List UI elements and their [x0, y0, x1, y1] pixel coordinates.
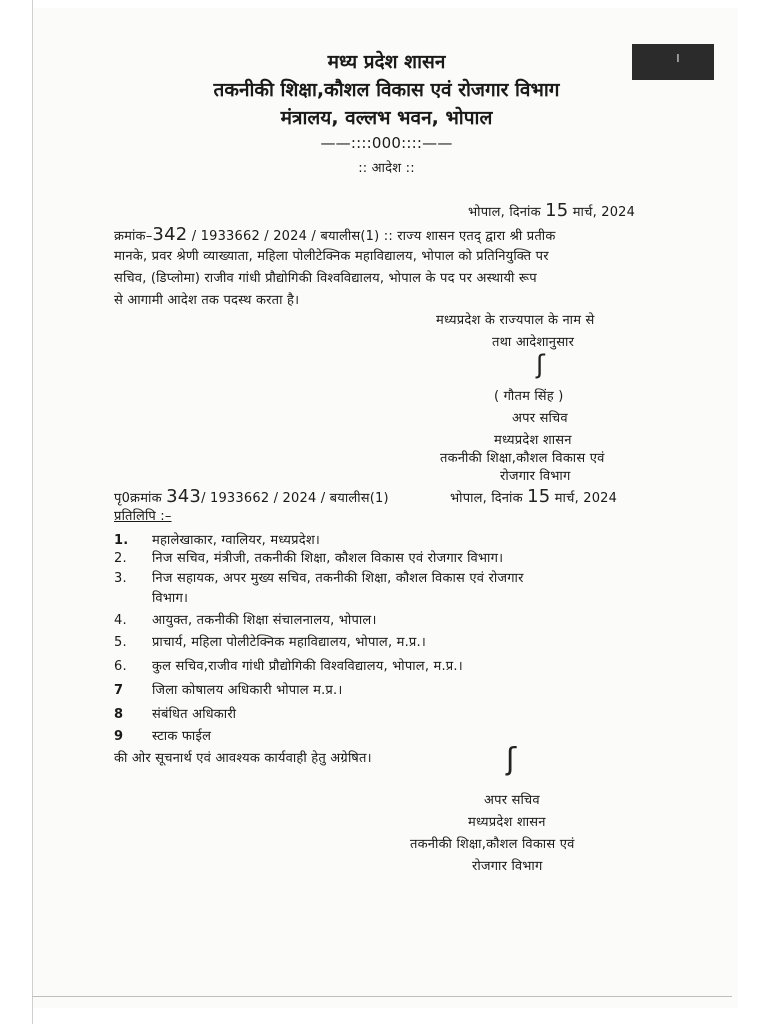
copy-list-item [114, 680, 342, 698]
signatory-dept-line2: रोजगार विभाग [500, 469, 571, 484]
header-line1: मध्य प्रदेश शासन [327, 51, 446, 73]
order-date-prefix: भोपाल, दिनांक [468, 205, 541, 220]
copy-list-item [114, 568, 524, 586]
copy-item-text: विभाग। [152, 591, 189, 606]
order-number-line [114, 224, 556, 245]
copy-item-number: 4. [114, 613, 127, 628]
copy-label: प्रतिलिपि :– [114, 509, 172, 524]
page-edge-left [32, 0, 33, 1024]
signatory2-designation: अपर सचिव [484, 793, 540, 808]
copy-item-number: 7 [114, 683, 124, 698]
copy-item-text: प्राचार्य, महिला पोलीटेक्निक महाविद्यालय, भोपाल, म.प्र.। [152, 635, 426, 650]
copy-item-number: 6. [114, 659, 127, 674]
copy-date-suffix: मार्च, 2024 [554, 491, 618, 506]
copy-item-number: 9 [114, 729, 124, 744]
copy-list-item [114, 632, 426, 650]
copy-number-line [114, 486, 389, 507]
copy-list-item [114, 548, 503, 566]
copy-item-text: स्टाक फाईल [152, 729, 212, 744]
order-body-line4: से आगामी आदेश तक पदस्थ करता है। [114, 293, 300, 308]
signatory-designation: अपर सचिव [512, 411, 568, 426]
header-line3: मंत्रालय, वल्लभ भवन, भोपाल [280, 107, 493, 129]
copy-item-number: 2. [114, 551, 127, 566]
order-body-line3: सचिव, (डिप्लोमा) राजीव गांधी प्रौद्योगिकी विश्वविद्यालय, भोपाल के पद पर अस्थायी रूप [114, 271, 537, 286]
copy-item-text: संबंधित अधिकारी [152, 707, 237, 722]
signatory-govt: मध्यप्रदेश शासन [494, 433, 572, 448]
order-number-rest: / 1933662 / 2024 / बयालीस(1) :: राज्य शासन एतद् द्वारा श्री प्रतीक [191, 229, 556, 244]
copy-list-item [114, 530, 320, 548]
copy-item-text: जिला कोषालय अधिकारी भोपाल म.प्र.। [152, 683, 343, 698]
copy-closing: की ओर सूचनार्थ एवं आवश्यक कार्यवाही हेतु अग्रेषित। [114, 751, 372, 766]
signatory-name: ( गौतम सिंह ) [494, 389, 564, 404]
order-body-line2: मानके, प्रवर श्रेणी व्याख्याता, महिला पोलीटेक्निक महाविद्यालय, भोपाल को प्रतिनियुक्ति पर [114, 249, 549, 264]
copy-item-text: निज सहायक, अपर मुख्य सचिव, तकनीकी शिक्षा, कौशल विकास एवं रोजगार [152, 571, 524, 586]
signatory2-govt: मध्यप्रदेश शासन [468, 815, 546, 830]
order-number-hand: 342 [152, 224, 188, 245]
header-separator: ——::::000::::—— [320, 134, 453, 152]
signatory2-dept-line2: रोजगार विभाग [472, 859, 543, 874]
copy-item-number: 3. [114, 571, 127, 586]
copy-date [450, 486, 617, 507]
stamp-text: ı [676, 50, 680, 66]
copy-item-text: आयुक्त, तकनीकी शिक्षा संचालनालय, भोपाल। [152, 613, 377, 628]
page-edge-bottom [32, 996, 732, 997]
copy-item-text: महालेखाकार, ग्वालियर, मध्यप्रदेश। [152, 533, 321, 548]
copy-item-text: कुल सचिव,राजीव गांधी प्रौद्योगिकी विश्वविद्यालय, भोपाल, म.प्र.। [152, 659, 463, 674]
signature-mark: ʃ [536, 350, 545, 380]
header-line2: तकनीकी शिक्षा,कौशल विकास एवं रोजगार विभाग [213, 79, 560, 101]
copy-number-rest: / 1933662 / 2024 / बयालीस(1) [201, 491, 389, 506]
copy-item-number: 5. [114, 635, 127, 650]
order-date [468, 200, 635, 221]
copy-list-item [114, 656, 463, 674]
copy-list-item [114, 726, 211, 744]
copy-item-text: निज सचिव, मंत्रीजी, तकनीकी शिक्षा, कौशल विकास एवं रोजगार विभाग। [152, 551, 504, 566]
signatory2-dept-line1: तकनीकी शिक्षा,कौशल विकास एवं [410, 837, 575, 852]
copy-date-hand: 15 [527, 486, 551, 507]
copy-number-prefix: पृ0क्रमांक [114, 491, 162, 506]
governor-line2: तथा आदेशानुसार [492, 335, 575, 350]
copy-date-prefix: भोपाल, दिनांक [450, 491, 523, 506]
order-number-prefix: क्रमांक– [114, 229, 153, 244]
copy-list-item [114, 704, 236, 722]
order-date-hand: 15 [545, 200, 569, 221]
signatory-dept-line1: तकनीकी शिक्षा,कौशल विकास एवं [440, 451, 605, 466]
governor-line1: मध्यप्रदेश के राज्यपाल के नाम से [436, 313, 595, 328]
order-date-suffix: मार्च, 2024 [572, 205, 636, 220]
signature-mark-2: ʃ [506, 742, 517, 777]
copy-number-hand: 343 [166, 486, 202, 507]
copy-list-item [114, 588, 188, 606]
copy-item-number: 8 [114, 707, 124, 722]
order-title: :: आदेश :: [358, 161, 415, 176]
copy-item-number: 1. [114, 533, 129, 548]
copy-list-item [114, 610, 377, 628]
